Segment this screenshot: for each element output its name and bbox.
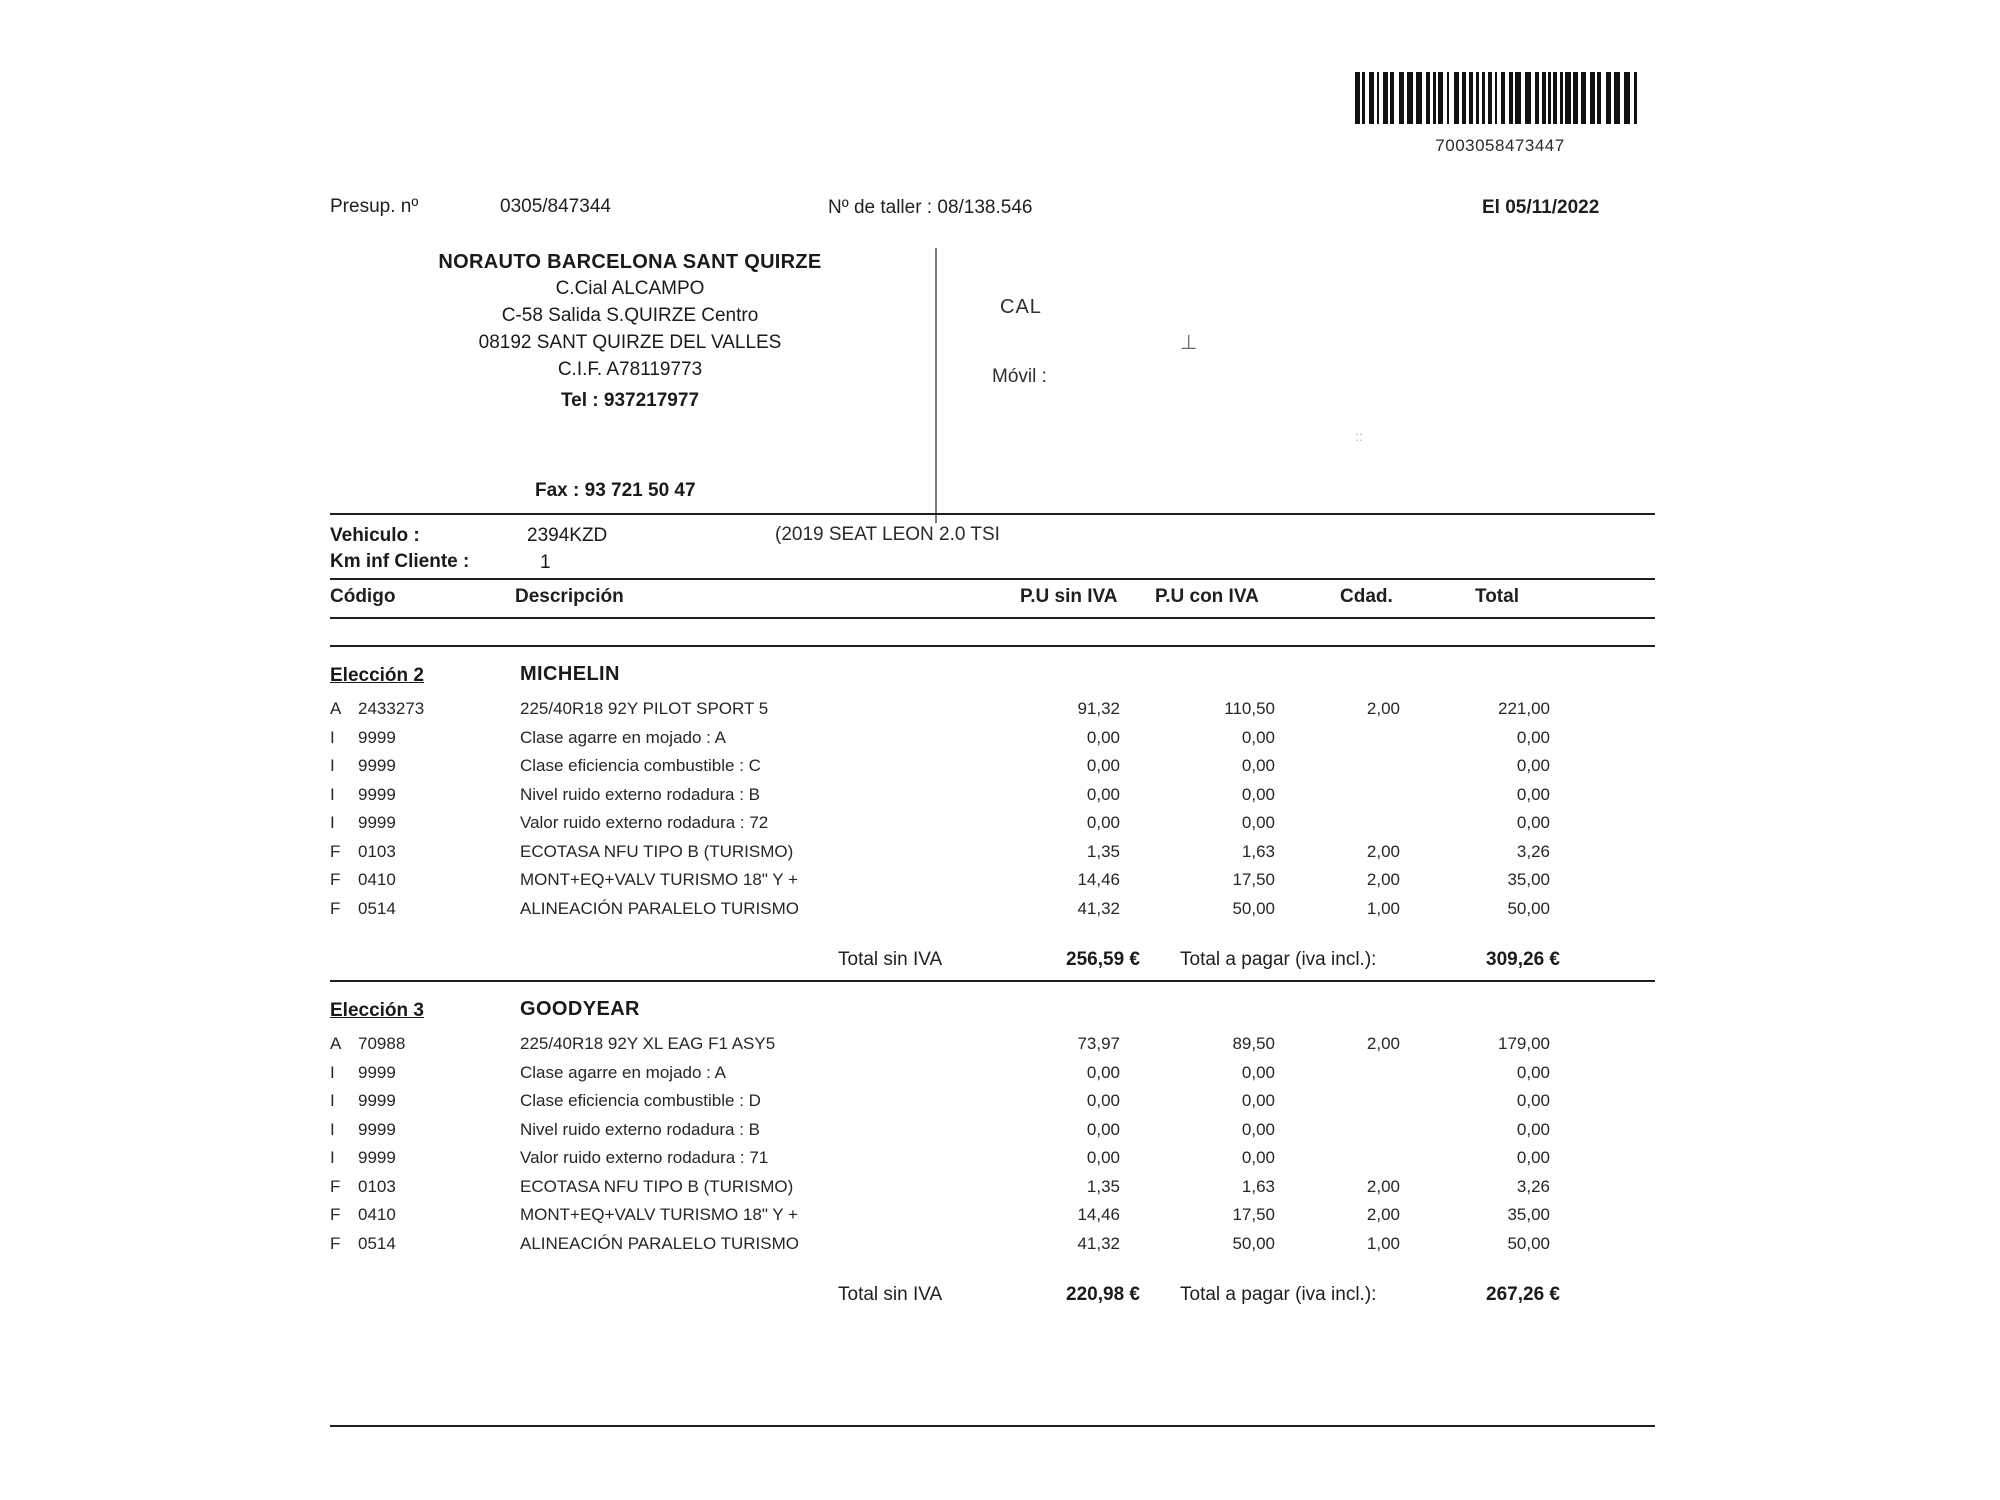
row-total: 0,00 [1516, 1062, 1550, 1082]
row-cdad: 2,00 [1366, 841, 1400, 861]
store-phone: Tel : 937217977 [560, 390, 700, 412]
table-row [0, 1120, 2000, 1146]
row-pu-con-iva: 89,50 [1232, 1034, 1275, 1053]
barcode-block [1355, 72, 1645, 156]
row-description: Valor ruido externo rodadura : 72 [520, 813, 769, 832]
row-pu-sin-iva: 0,00 [1086, 1119, 1120, 1139]
row-pu-sin-iva: 0,00 [1086, 1062, 1120, 1082]
brand-name: GOODYEAR [520, 998, 640, 1020]
total-a-pagar-value: 267,26 € [1486, 1284, 1560, 1305]
row-pu-sin-iva: 0,00 [1086, 813, 1120, 832]
row-description: 225/40R18 92Y PILOT SPORT 5 [520, 699, 769, 718]
row-code: 9999 [358, 727, 396, 747]
row-cdad: 1,00 [1366, 1233, 1400, 1253]
row-type: I [330, 1148, 335, 1167]
row-pu-con-iva: 0,00 [1241, 1119, 1275, 1139]
row-total: 0,00 [1516, 1119, 1550, 1139]
row-cdad: 2,00 [1366, 870, 1400, 889]
customer-mark: ⊥ [1180, 332, 1198, 354]
row-total: 0,00 [1516, 813, 1550, 832]
table-row [0, 785, 2000, 811]
row-code: 2433273 [358, 699, 425, 718]
table-row [0, 1148, 2000, 1174]
total-sin-iva-value: 220,98 € [1066, 1284, 1140, 1305]
row-type: F [330, 1205, 341, 1224]
column-header-cdad: Cdad. [1340, 586, 1393, 607]
km-label: Km inf Cliente : [330, 551, 470, 572]
column-header-pu-sin-iva: P.U sin IVA [1020, 586, 1118, 607]
row-code: 0410 [358, 870, 396, 889]
row-code: 9999 [358, 756, 396, 775]
table-row [0, 870, 2000, 896]
row-pu-con-iva: 0,00 [1241, 1062, 1275, 1082]
row-total: 3,26 [1516, 841, 1550, 861]
table-row [0, 756, 2000, 782]
row-type: I [330, 1091, 335, 1110]
row-code: 0103 [358, 841, 396, 861]
row-description: ALINEACIÓN PARALELO TURISMO [520, 1233, 799, 1253]
row-code: 9999 [358, 1062, 396, 1082]
row-pu-con-iva: 17,50 [1232, 1205, 1275, 1224]
column-header-total: Total [1475, 586, 1519, 607]
row-type: F [330, 1233, 341, 1253]
row-type: I [330, 784, 335, 804]
row-type: I [330, 1119, 335, 1139]
row-code: 9999 [358, 1119, 396, 1139]
row-description: MONT+EQ+VALV TURISMO 18" Y + [520, 1205, 798, 1224]
vehicle-description: (2019 SEAT LEON 2.0 TSI [775, 524, 1000, 545]
row-type: I [330, 727, 335, 747]
column-header-descripcion: Descripción [515, 586, 624, 607]
row-description: Valor ruido externo rodadura : 71 [520, 1148, 769, 1167]
table-row [0, 813, 2000, 839]
barcode-number: 7003058473447 [1435, 136, 1565, 155]
total-a-pagar-label: Total a pagar (iva incl.): [1180, 949, 1377, 970]
row-total: 3,26 [1516, 1176, 1550, 1196]
row-description: MONT+EQ+VALV TURISMO 18" Y + [520, 870, 798, 889]
row-type: A [330, 1034, 342, 1053]
row-code: 0410 [358, 1205, 396, 1224]
row-type: I [330, 813, 335, 832]
row-pu-sin-iva: 41,32 [1077, 898, 1120, 918]
row-cdad: 2,00 [1366, 699, 1400, 718]
barcode-icon [1355, 72, 1640, 124]
row-code: 9999 [358, 813, 396, 832]
row-pu-con-iva: 0,00 [1241, 813, 1275, 832]
row-total: 0,00 [1516, 1091, 1550, 1110]
row-pu-sin-iva: 73,97 [1077, 1034, 1120, 1053]
row-description: Nivel ruido externo rodadura : B [520, 1119, 761, 1139]
row-pu-con-iva: 0,00 [1241, 1091, 1275, 1110]
total-sin-iva-value: 256,59 € [1066, 949, 1140, 970]
store-line-3: 08192 SANT QUIRZE DEL VALLES [478, 332, 782, 354]
vehicle-label: Vehiculo : [330, 525, 420, 546]
row-pu-sin-iva: 0,00 [1086, 727, 1120, 747]
row-total: 35,00 [1507, 870, 1550, 889]
divider-block-top [330, 980, 1655, 982]
divider-page-bottom [330, 1425, 1655, 1427]
row-type: I [330, 756, 335, 775]
row-cdad: 2,00 [1366, 1205, 1400, 1224]
total-a-pagar-label: Total a pagar (iva incl.): [1180, 1284, 1377, 1305]
km-value: 1 [540, 552, 551, 573]
taller-number: Nº de taller : 08/138.546 [828, 197, 1033, 218]
row-pu-con-iva: 0,00 [1241, 727, 1275, 747]
eleccion-label: Elección 3 [330, 1000, 424, 1021]
store-line-2: C-58 Salida S.QUIRZE Centro [501, 305, 759, 327]
presupuesto-number: 0305/847344 [500, 196, 611, 217]
customer-divider [935, 248, 937, 523]
brand-name: MICHELIN [520, 663, 620, 685]
row-description: ECOTASA NFU TIPO B (TURISMO) [520, 841, 794, 861]
table-row [0, 699, 2000, 725]
table-row [0, 1205, 2000, 1231]
column-header-codigo: Código [330, 586, 396, 607]
row-pu-sin-iva: 0,00 [1086, 756, 1120, 775]
document-date: El 05/11/2022 [1482, 197, 1600, 218]
row-code: 9999 [358, 1148, 396, 1167]
row-pu-con-iva: 110,50 [1224, 699, 1275, 718]
row-cdad: 2,00 [1366, 1034, 1400, 1053]
row-code: 9999 [358, 1091, 396, 1110]
row-total: 221,00 [1498, 699, 1550, 718]
store-cif: C.I.F. A78119773 [557, 359, 703, 381]
store-line-1: C.Cial ALCAMPO [555, 278, 705, 300]
table-row [0, 1091, 2000, 1117]
row-pu-con-iva: 0,00 [1241, 756, 1275, 775]
row-type: F [330, 1176, 341, 1196]
presupuesto-label: Presup. nº [330, 196, 419, 217]
row-pu-con-iva: 0,00 [1241, 1148, 1275, 1167]
row-pu-con-iva: 50,00 [1232, 898, 1275, 918]
store-name: NORAUTO BARCELONA SANT QUIRZE [438, 251, 822, 273]
row-code: 0103 [358, 1176, 396, 1196]
customer-name: CAL [1000, 296, 1042, 318]
row-total: 50,00 [1507, 898, 1550, 918]
row-type: A [330, 699, 342, 718]
divider-block-top [330, 645, 1655, 647]
row-description: ECOTASA NFU TIPO B (TURISMO) [520, 1176, 794, 1196]
row-code: 70988 [358, 1034, 406, 1053]
row-pu-sin-iva: 14,46 [1077, 870, 1120, 889]
row-description: Clase agarre en mojado : A [520, 727, 727, 747]
row-total: 35,00 [1507, 1205, 1550, 1224]
total-a-pagar-value: 309,26 € [1486, 949, 1560, 970]
row-pu-sin-iva: 0,00 [1086, 784, 1120, 804]
vehicle-plate: 2394KZD [527, 525, 608, 546]
row-pu-sin-iva: 1,35 [1086, 841, 1120, 861]
row-total: 0,00 [1516, 727, 1550, 747]
column-header-pu-con-iva: P.U con IVA [1155, 586, 1259, 607]
divider-table-top [330, 578, 1655, 580]
row-description: Clase agarre en mojado : A [520, 1062, 727, 1082]
divider-table-header-bottom [330, 617, 1655, 619]
row-type: F [330, 841, 341, 861]
row-pu-con-iva: 50,00 [1232, 1233, 1275, 1253]
store-fax: Fax : 93 721 50 47 [535, 480, 696, 501]
table-row [0, 1034, 2000, 1060]
row-type: I [330, 1062, 335, 1082]
table-row [0, 899, 2000, 925]
row-code: 9999 [358, 784, 396, 804]
row-total: 179,00 [1498, 1034, 1550, 1053]
row-pu-sin-iva: 1,35 [1086, 1176, 1120, 1196]
row-pu-sin-iva: 0,00 [1086, 1148, 1120, 1167]
total-sin-iva-label: Total sin IVA [838, 1284, 943, 1305]
row-type: F [330, 898, 341, 918]
eleccion-label: Elección 2 [330, 665, 424, 686]
row-description: 225/40R18 92Y XL EAG F1 ASY5 [520, 1034, 776, 1053]
store-info [330, 248, 930, 415]
row-cdad: 1,00 [1366, 898, 1400, 918]
row-pu-con-iva: 1,63 [1241, 841, 1275, 861]
row-code: 0514 [358, 1233, 396, 1253]
total-sin-iva-label: Total sin IVA [838, 949, 943, 970]
row-total: 0,00 [1516, 784, 1550, 804]
row-pu-sin-iva: 0,00 [1086, 1091, 1120, 1110]
row-description: Nivel ruido externo rodadura : B [520, 784, 761, 804]
row-pu-con-iva: 1,63 [1241, 1176, 1275, 1196]
row-total: 0,00 [1516, 1148, 1550, 1167]
row-cdad: 2,00 [1366, 1176, 1400, 1196]
row-description: ALINEACIÓN PARALELO TURISMO [520, 898, 799, 918]
row-pu-sin-iva: 14,46 [1077, 1205, 1120, 1224]
row-total: 50,00 [1507, 1233, 1550, 1253]
divider-vehicle-top [330, 513, 1655, 515]
table-row [0, 842, 2000, 868]
row-description: Clase eficiencia combustible : C [520, 756, 761, 775]
table-row [0, 728, 2000, 754]
row-pu-sin-iva: 91,32 [1077, 699, 1120, 718]
customer-mobile: Móvil : [992, 366, 1047, 387]
table-row [0, 1063, 2000, 1089]
table-row [0, 1177, 2000, 1203]
customer-faint-mark: :: [1355, 428, 1363, 444]
row-total: 0,00 [1516, 756, 1550, 775]
row-pu-con-iva: 17,50 [1232, 870, 1275, 889]
table-row [0, 1234, 2000, 1260]
row-description: Clase eficiencia combustible : D [520, 1091, 761, 1110]
row-pu-con-iva: 0,00 [1241, 784, 1275, 804]
row-code: 0514 [358, 898, 396, 918]
row-pu-sin-iva: 41,32 [1077, 1233, 1120, 1253]
row-type: F [330, 870, 341, 889]
